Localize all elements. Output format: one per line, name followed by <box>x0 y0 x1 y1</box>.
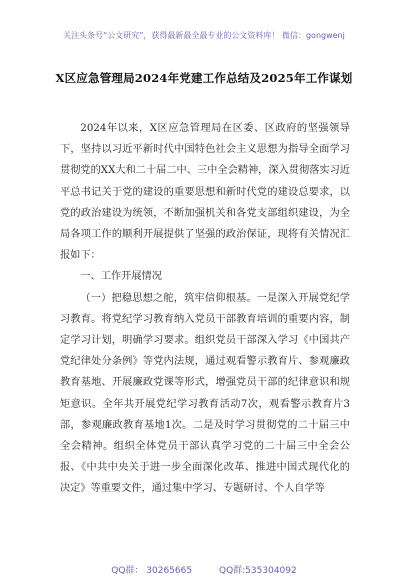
document-body <box>60 118 350 500</box>
footer-qq-group-1: QQ群： 30265665 <box>111 566 193 576</box>
footer-contact <box>0 563 408 576</box>
document-title: X区应急管理局2024年党建工作总结及2025年工作谋划 <box>55 71 353 85</box>
header-banner: 关注头条号“公文研究”，获得最新最全最专业的公文资料库！ 微信：gongwenj <box>63 31 345 40</box>
footer-qq-group-2: QQ群:535304092 <box>218 566 297 576</box>
section-heading: 一、工作开展情况 <box>80 271 162 283</box>
body-paragraph: （一）把稳思想之舵，筑牢信仰根基。一是深入开展党纪学习教育。将党纪学习教育纳入党员干部教育培训的重要内容，制定学习计划，明确学习要求。组织党员干部深入学习《中国共产党纪律处分条例》等党内法规，通过观看警示教育片、参观廉政教育基地、开展廉政党课等形式，增强党员干部的纪律意识和规矩意识。全年共开展党纪学习教育活动7次，观看警示教育片3部，参观廉政教育基地1次。二是及时学习贯彻党的二十届三中全会精神。组织全体党员干部认真学习党的二十届三中全会公报、《中共中央关于进一步全面深化改革、推进中国式现代化的决定》等重要文件，通过集中学习、专题研讨、个人自学等 <box>60 292 350 495</box>
intro-paragraph: 2024年以来，X区应急管理局在区委、区政府的坚强领导下，坚持以习近平新时代中国特色社会主义思想为指导全面学习贯彻党的XX大和二十届二中、三中全会精神，深入贯彻落实习近平总书记关于党的建设的重要思想和新时代党的建设总要求，以党的政治建设为统领，不断加强机关和各党支部组织建设，为全局各项工作的顺利开展提供了坚强的政治保证，现将有关情况汇报如下： <box>60 123 350 262</box>
